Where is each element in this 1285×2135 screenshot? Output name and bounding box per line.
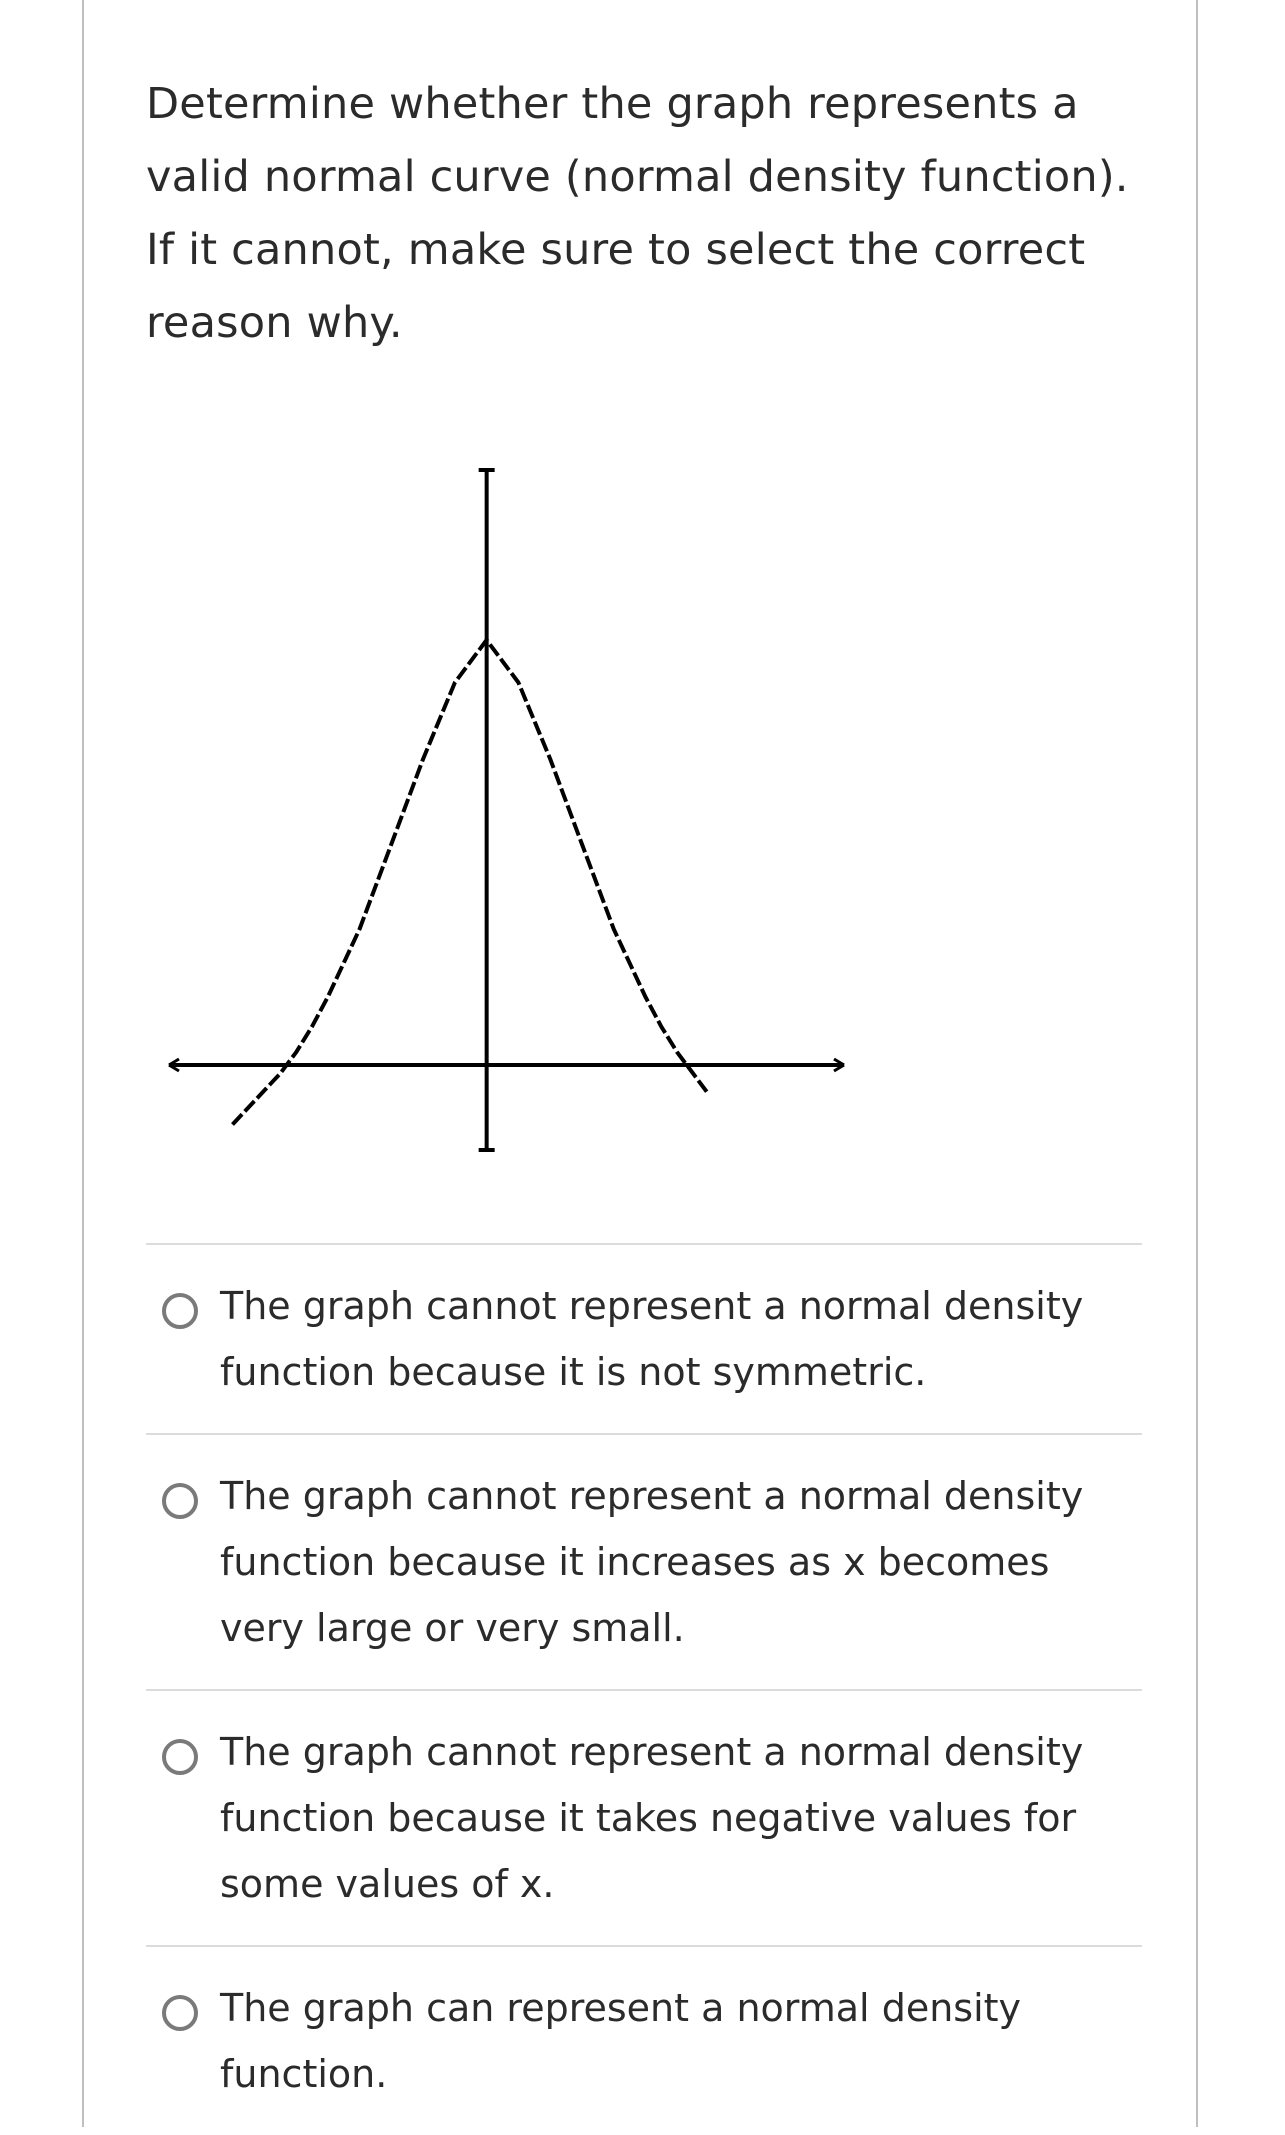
option-negative-values[interactable] — [146, 1691, 1142, 1945]
option-not-symmetric[interactable] — [146, 1245, 1142, 1433]
option-label: The graph cannot represent a normal density function because it takes negative values for some values of x. — [220, 1730, 1084, 1906]
question-text: Determine whether the graph represents a valid normal curve (normal density function). If it cannot, make sure to select the correct reason why. — [146, 79, 1129, 348]
density-curve — [233, 640, 710, 1125]
normal-curve-graph — [84, 0, 1200, 1180]
radio-button-icon[interactable] — [162, 1995, 198, 2031]
option-increases[interactable] — [146, 1435, 1142, 1689]
option-label: The graph cannot represent a normal density function because it is not symmetric. — [220, 1284, 1084, 1394]
option-valid[interactable] — [146, 1947, 1142, 2135]
answer-options — [146, 1243, 1142, 2135]
option-label: The graph can represent a normal density function. — [220, 1986, 1022, 2096]
radio-button-icon[interactable] — [162, 1739, 198, 1775]
option-label: The graph cannot represent a normal density function because it increases as x becomes very large or very small. — [220, 1474, 1084, 1650]
radio-button-icon[interactable] — [162, 1483, 198, 1519]
graph-area — [84, 0, 1200, 1180]
radio-button-icon[interactable] — [162, 1293, 198, 1329]
question-card — [82, 0, 1198, 2127]
